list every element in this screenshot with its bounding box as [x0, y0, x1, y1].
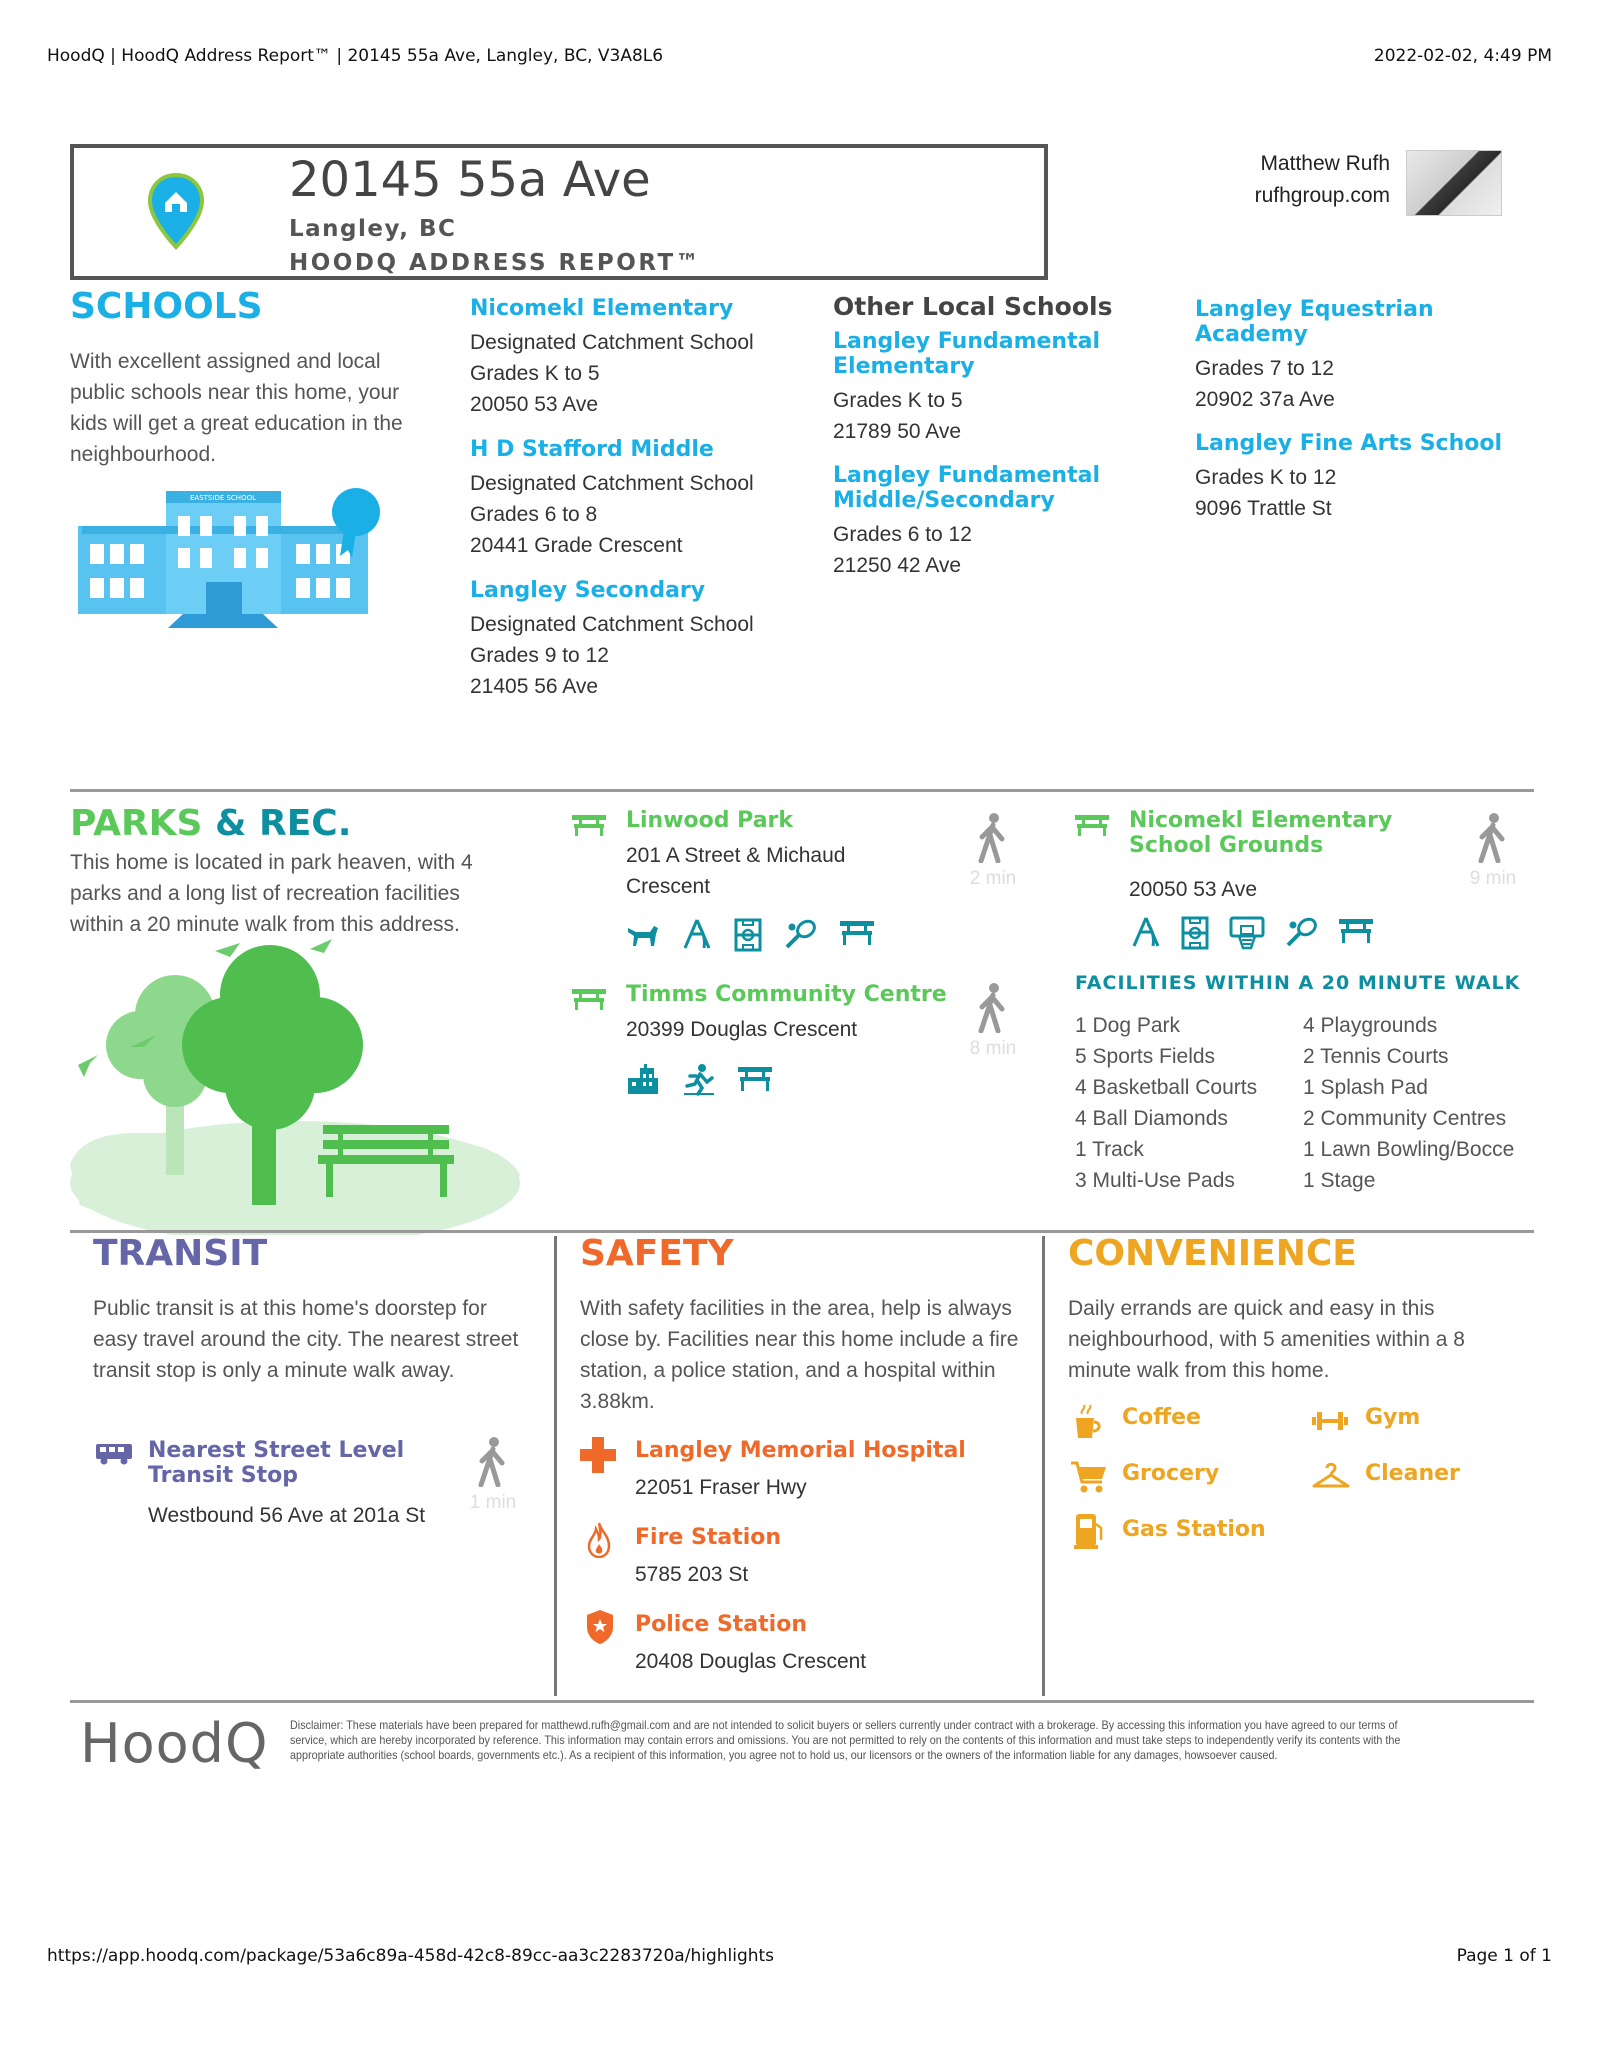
- fire-icon: [587, 1522, 611, 1558]
- school-entry: [1195, 431, 1525, 524]
- school-name[interactable]: Langley Fine Arts School: [1195, 431, 1503, 456]
- convenience-item[interactable]: Grocery: [1122, 1461, 1220, 1486]
- tennis-icon: [784, 918, 818, 950]
- park-address-line: Crescent: [626, 875, 711, 898]
- bench-icon: [1075, 812, 1109, 836]
- basketball-icon: [1229, 916, 1265, 950]
- column-divider: [1042, 1236, 1045, 1696]
- print-header-title: HoodQ | HoodQ Address Report™ | 20145 55a Ave, Langley, BC, V3A8L6: [47, 46, 664, 66]
- school-name-line: Academy: [1195, 322, 1308, 347]
- school-building-icon: [78, 486, 388, 628]
- safety-name[interactable]: Langley Memorial Hospital: [635, 1438, 966, 1463]
- facility-item: 1 Lawn Bowling/Bocce: [1303, 1138, 1515, 1161]
- facility-item: 2 Tennis Courts: [1303, 1045, 1449, 1068]
- facility-item: 4 Basketball Courts: [1075, 1076, 1258, 1099]
- agent-name: Matthew Rufh: [1260, 152, 1390, 175]
- park-address: 20050 53 Ave: [1129, 878, 1258, 901]
- transit-title: TRANSIT: [93, 1233, 268, 1274]
- transit-description: Public transit is at this home's doorstep for easy travel around the city. The nearest street transit stop is only a minute walk away.: [93, 1297, 519, 1382]
- facility-item: 1 Splash Pad: [1303, 1076, 1428, 1099]
- school-grades: Grades 6 to 12: [833, 523, 972, 546]
- address-street: 20145 55a Ave: [289, 152, 651, 208]
- sports-field-icon: [734, 918, 762, 952]
- school-entry: [833, 329, 1163, 447]
- community-centre-icon: [626, 1064, 660, 1096]
- school-grades: Grades 6 to 8: [470, 503, 598, 526]
- convenience-item[interactable]: Gym: [1365, 1405, 1421, 1430]
- transit-stop-name-line: Transit Stop: [148, 1463, 298, 1488]
- hoodq-logo: HoodQ: [80, 1712, 269, 1775]
- safety-address: 5785 203 St: [635, 1563, 749, 1586]
- school-grades: Grades 9 to 12: [470, 644, 609, 667]
- school-entry: [470, 437, 810, 561]
- safety-address: 20408 Douglas Crescent: [635, 1650, 867, 1673]
- track-icon: [682, 1064, 716, 1096]
- safety-title: SAFETY: [580, 1233, 734, 1274]
- facility-item: 1 Track: [1075, 1138, 1144, 1161]
- convenience-description: Daily errands are quick and easy in this neighbourhood, with 5 amenities within a 8 minute walk from this home.: [1068, 1297, 1465, 1382]
- parks-title: [70, 803, 351, 844]
- facility-item: 4 Playgrounds: [1303, 1014, 1438, 1037]
- facilities-list-left: [1075, 1010, 1305, 1196]
- walking-person-icon: [1476, 813, 1510, 863]
- school-name[interactable]: [833, 329, 1163, 379]
- walk-time: [963, 983, 1023, 1060]
- walk-time: [1463, 813, 1523, 890]
- schools-title: SCHOOLS: [70, 286, 263, 327]
- walking-person-icon: [976, 983, 1010, 1033]
- school-address: 21405 56 Ave: [470, 675, 599, 698]
- park-address: 20399 Douglas Crescent: [626, 1018, 858, 1041]
- schools-description: With excellent assigned and local public schools near this home, your kids will get a great education in the neighbourhood.: [70, 350, 403, 466]
- print-footer-url[interactable]: https://app.hoodq.com/package/53a6c89a-458d-42c8-89cc-aa3c2283720a/highlights: [47, 1946, 775, 1966]
- park-address: [626, 840, 926, 902]
- park-facility-icons: [626, 1064, 926, 1098]
- school-name-line: Langley Fundamental: [833, 329, 1100, 354]
- tennis-icon: [1285, 916, 1319, 948]
- park-trees-illustration: [70, 935, 530, 1235]
- school-address: 21789 50 Ave: [833, 420, 962, 443]
- school-address: 20050 53 Ave: [470, 393, 599, 416]
- bench-icon: [572, 812, 606, 836]
- convenience-item[interactable]: Gas Station: [1122, 1517, 1266, 1542]
- facility-item: 4 Ball Diamonds: [1075, 1107, 1228, 1130]
- facilities-heading: FACILITIES WITHIN A 20 MINUTE WALK: [1075, 972, 1521, 994]
- facility-item: 1 Stage: [1303, 1169, 1376, 1192]
- school-type: Designated Catchment School: [470, 613, 754, 636]
- school-name[interactable]: [833, 463, 1163, 513]
- park-facility-icons: [626, 918, 926, 952]
- safety-description: With safety facilities in the area, help is always close by. Facilities near this home include a fire station, a police station, and a hospital within 3.88km.: [580, 1297, 1019, 1413]
- transit-stop-name[interactable]: [148, 1438, 404, 1488]
- walk-time-label: 9 min: [1469, 868, 1517, 889]
- parks-description: This home is located in park heaven, with 4 parks and a long list of recreation facilities within a 20 minute walk from this address.: [70, 851, 473, 936]
- facility-item: 1 Dog Park: [1075, 1014, 1181, 1037]
- school-address: 20902 37a Ave: [1195, 388, 1335, 411]
- transit-stop-name-line: Nearest Street Level: [148, 1438, 405, 1463]
- facility-item: 3 Multi-Use Pads: [1075, 1169, 1235, 1192]
- print-footer-page: Page 1 of 1: [1456, 1946, 1552, 1966]
- hanger-icon: [1310, 1462, 1352, 1490]
- school-address: 21250 42 Ave: [833, 554, 962, 577]
- agent-photo: [1406, 150, 1502, 216]
- convenience-title: CONVENIENCE: [1068, 1233, 1357, 1274]
- bench-icon: [738, 1064, 772, 1092]
- facility-item: 5 Sports Fields: [1075, 1045, 1216, 1068]
- address-box: [70, 144, 1048, 280]
- school-name-line: Elementary: [833, 354, 975, 379]
- school-name[interactable]: Nicomekl Elementary: [470, 296, 734, 321]
- police-badge-icon: [585, 1609, 615, 1645]
- facilities-list-right: [1303, 1010, 1543, 1196]
- school-grades: Grades K to 12: [1195, 466, 1337, 489]
- safety-name[interactable]: Fire Station: [635, 1525, 782, 1550]
- parks-title-a: PARKS: [70, 803, 203, 844]
- park-name-line: Nicomekl Elementary: [1129, 808, 1393, 833]
- bench-icon: [840, 918, 874, 946]
- school-name-line: Langley Equestrian: [1195, 297, 1434, 322]
- park-name: Timms Community Centre: [626, 982, 947, 1007]
- school-grades: Grades 7 to 12: [1195, 357, 1334, 380]
- walk-time-label: 1 min: [469, 1492, 517, 1513]
- bench-icon: [1339, 916, 1373, 944]
- catchment-schools-column: [470, 296, 810, 702]
- other-schools-column: [833, 292, 1163, 581]
- print-header-datetime: 2022-02-02, 4:49 PM: [1373, 46, 1552, 66]
- school-address: 20441 Grade Crescent: [470, 534, 683, 557]
- safety-name[interactable]: Police Station: [635, 1612, 807, 1637]
- park-address-line: 201 A Street & Michaud: [626, 844, 846, 867]
- other-schools-column-2: [1195, 297, 1525, 524]
- walk-time-label: 2 min: [969, 868, 1017, 889]
- school-grades: Grades K to 5: [833, 389, 963, 412]
- divider: [70, 1700, 1534, 1703]
- convenience-item[interactable]: Cleaner: [1365, 1461, 1460, 1486]
- school-entry: [1195, 297, 1525, 415]
- address-city: Langley, BC: [289, 216, 457, 242]
- school-grades: Grades K to 5: [470, 362, 600, 385]
- school-name[interactable]: Langley Secondary: [470, 578, 706, 603]
- walking-person-icon: [976, 813, 1010, 863]
- school-name-line: Langley Fundamental: [833, 463, 1100, 488]
- walk-time: [963, 813, 1023, 890]
- column-divider: [554, 1236, 557, 1696]
- facility-item: 2 Community Centres: [1303, 1107, 1507, 1130]
- agent-website[interactable]: rufhgroup.com: [1254, 184, 1390, 207]
- divider: [70, 789, 1534, 792]
- school-entry: [470, 296, 810, 420]
- walking-person-icon: [476, 1437, 510, 1487]
- school-sign-text: EASTSIDE SCHOOL: [190, 494, 256, 502]
- gas-station-icon: [1074, 1512, 1104, 1550]
- walk-time-label: 8 min: [969, 1038, 1017, 1059]
- park-name-line: School Grounds: [1129, 833, 1324, 858]
- grocery-cart-icon: [1070, 1460, 1108, 1494]
- location-pin-icon: [146, 172, 206, 250]
- sports-field-icon: [1181, 916, 1209, 950]
- park-name: Linwood Park: [626, 808, 794, 833]
- school-name[interactable]: [1195, 297, 1525, 347]
- parks-title-b: & REC.: [215, 803, 352, 844]
- park-facility-icons: [1131, 916, 1431, 950]
- report-title: HOODQ ADDRESS REPORT™: [289, 250, 702, 276]
- coffee-icon: [1072, 1404, 1102, 1440]
- walk-time: [463, 1437, 523, 1514]
- dog-park-icon: [626, 918, 660, 950]
- safety-address: 22051 Fraser Hwy: [635, 1476, 807, 1499]
- school-type: Designated Catchment School: [470, 331, 754, 354]
- other-schools-heading: Other Local Schools: [833, 292, 1113, 321]
- playground-icon: [1131, 916, 1161, 948]
- school-name[interactable]: H D Stafford Middle: [470, 437, 714, 462]
- disclaimer-text: Disclaimer: These materials have been prepared for matthewd.rufh@gmail.com and are not intended to solicit buyers or sellers currently under contract with a brokerage. By accessing this information you have agreed to our terms of service, which are hereby incorporated by reference. This information may contain errors and omissions. You are not permitted to rely on the contents of this information and must take steps to independently verify its contents with the appropriate authorities (school boards, governments etc.). As a recipient of this information, you agree not to hold us, our licensors or the owners of the information liable for any damages, howsoever caused.: [290, 1718, 1401, 1762]
- park-name: [1129, 808, 1392, 858]
- convenience-item[interactable]: Coffee: [1122, 1405, 1201, 1430]
- gym-icon: [1310, 1410, 1350, 1432]
- hospital-cross-icon: [580, 1437, 616, 1473]
- school-type: Designated Catchment School: [470, 472, 754, 495]
- transit-stop-address: Westbound 56 Ave at 201a St: [148, 1504, 426, 1527]
- bus-icon: [95, 1443, 133, 1465]
- school-entry: [833, 463, 1163, 581]
- school-name-line: Middle/Secondary: [833, 488, 1055, 513]
- school-address: 9096 Trattle St: [1195, 497, 1332, 520]
- bench-icon: [572, 986, 606, 1010]
- playground-icon: [682, 918, 712, 950]
- school-entry: [470, 578, 810, 702]
